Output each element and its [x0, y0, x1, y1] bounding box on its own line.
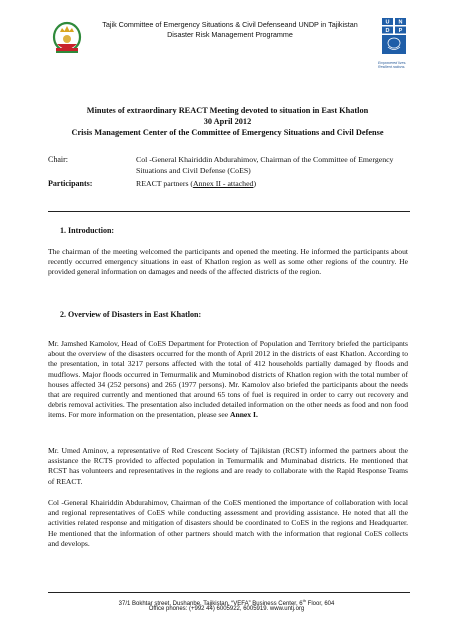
participants-prefix: REACT partners ( — [136, 179, 194, 188]
letterhead-line-1: Tajik Committee of Emergency Situations & Civil Defenseand UNDP in Tajikistan — [102, 20, 358, 29]
footer-divider — [48, 592, 410, 593]
section-heading-overview: 2. Overview of Disasters in East Khatlon: — [60, 310, 202, 319]
undp-logo-icon — [382, 18, 406, 54]
footer-contacts: Office phones: (+992 44) 6005922, 6005919. www.untj.org — [148, 606, 305, 612]
document-date: 30 April 2012 — [203, 117, 252, 126]
introduction-paragraph: The chairman of the meeting welcomed the participants and opened the meeting. He informed the participants about recently occurred emergency situations in east of Khatlon region as well as some other regions of the country. He provided general information on damages and needs of the affected districts of the region. — [48, 247, 408, 277]
chair-value: Col -General Khairiddin Abdurahimov, Chairman of the Committee of Emergency Situations and Civil Defense (CoES) — [136, 155, 394, 175]
undp-tagline: Empowered lives. Resilient nations. — [378, 61, 407, 70]
overview-paragraph-2: Mr. Umed Aminov, a representative of Red Crescent Society of Tajikistan (RCST) informed the partners about the assistance the RCTS provided to affected population in Temurmalik and Muminabad districts. He mentioned that RCST has volunteers and representatives in the regions and are ready to collaborate with the Rapid Response Teams of REACT. — [48, 446, 408, 486]
svg-text:P: P — [398, 28, 403, 35]
footer-floor-text: Floor, 604 — [305, 601, 335, 607]
participants-label: Participants: — [48, 179, 93, 188]
chair-label: Chair: — [48, 155, 68, 164]
section-heading-introduction: 1. Introduction: — [60, 226, 115, 235]
svg-text:N: N — [398, 19, 403, 26]
document-title: Minutes of extraordinary REACT Meeting devoted to situation in East Khatlon — [86, 106, 369, 115]
section-divider — [48, 211, 410, 212]
letterhead-line-2: Disaster Risk Management Programme — [167, 29, 293, 39]
annex-ii-link[interactable]: Annex II - attached — [193, 179, 254, 188]
letterhead-text — [95, 20, 365, 39]
participants-suffix: ) — [253, 179, 257, 188]
overview-paragraph-1-text: Mr. Jamshed Kamolov, Head of CoES Department for Protection of Population and Territory briefed the participants about the overview of the disasters occurred for the month of April 2012 in the districts of east Khatlon. According to the presentation, in total 3217 persons affected with the total of 412 households partially damaged by floods and mudflows. Major floods occurred in Temurmalik and Muminobod districts of Khatlon region with the total number of houses affected 34 (252 persons) and 265 (1977 persons). Mr. Kamolov also briefed the participants about the needs that are required currently and mentioned that around 65 tons of fuel is required in order to carry out recovery and debris removal activities. The presentation also included detailed information on the other needs as food and non food items. For more information on the presentation, please see — [48, 339, 408, 420]
overview-paragraph-3: Col -General Khairiddin Abdurahimov, Chairman of the CoES mentioned the importance of collaboration with local and regional representatives of CoES while conducting assessment and providing assistance. He noted that all the activities related response and mitigation of disasters should be coordinated to CoES in the regions and Headquarter. He mentioned that the information of other partners should match with the information that regional CoES collects and develops. — [48, 498, 408, 548]
participants-value — [136, 179, 416, 190]
letterhead — [0, 18, 453, 70]
svg-text:U: U — [385, 19, 390, 26]
tajikistan-emblem-icon — [52, 18, 82, 54]
overview-paragraph-1 — [48, 339, 408, 421]
document-venue: Crisis Management Center of the Committee of Emergency Situations and Civil Defense — [71, 128, 384, 137]
footer-floor-suffix: th — [302, 598, 306, 603]
annex-i-reference: Annex I. — [230, 410, 258, 420]
svg-text:D: D — [385, 28, 390, 35]
footer-address-text: 37/1 Bokhtar street, Dushanbe, Tajikistan, “VEFA” Business Center, 6 — [118, 601, 303, 607]
